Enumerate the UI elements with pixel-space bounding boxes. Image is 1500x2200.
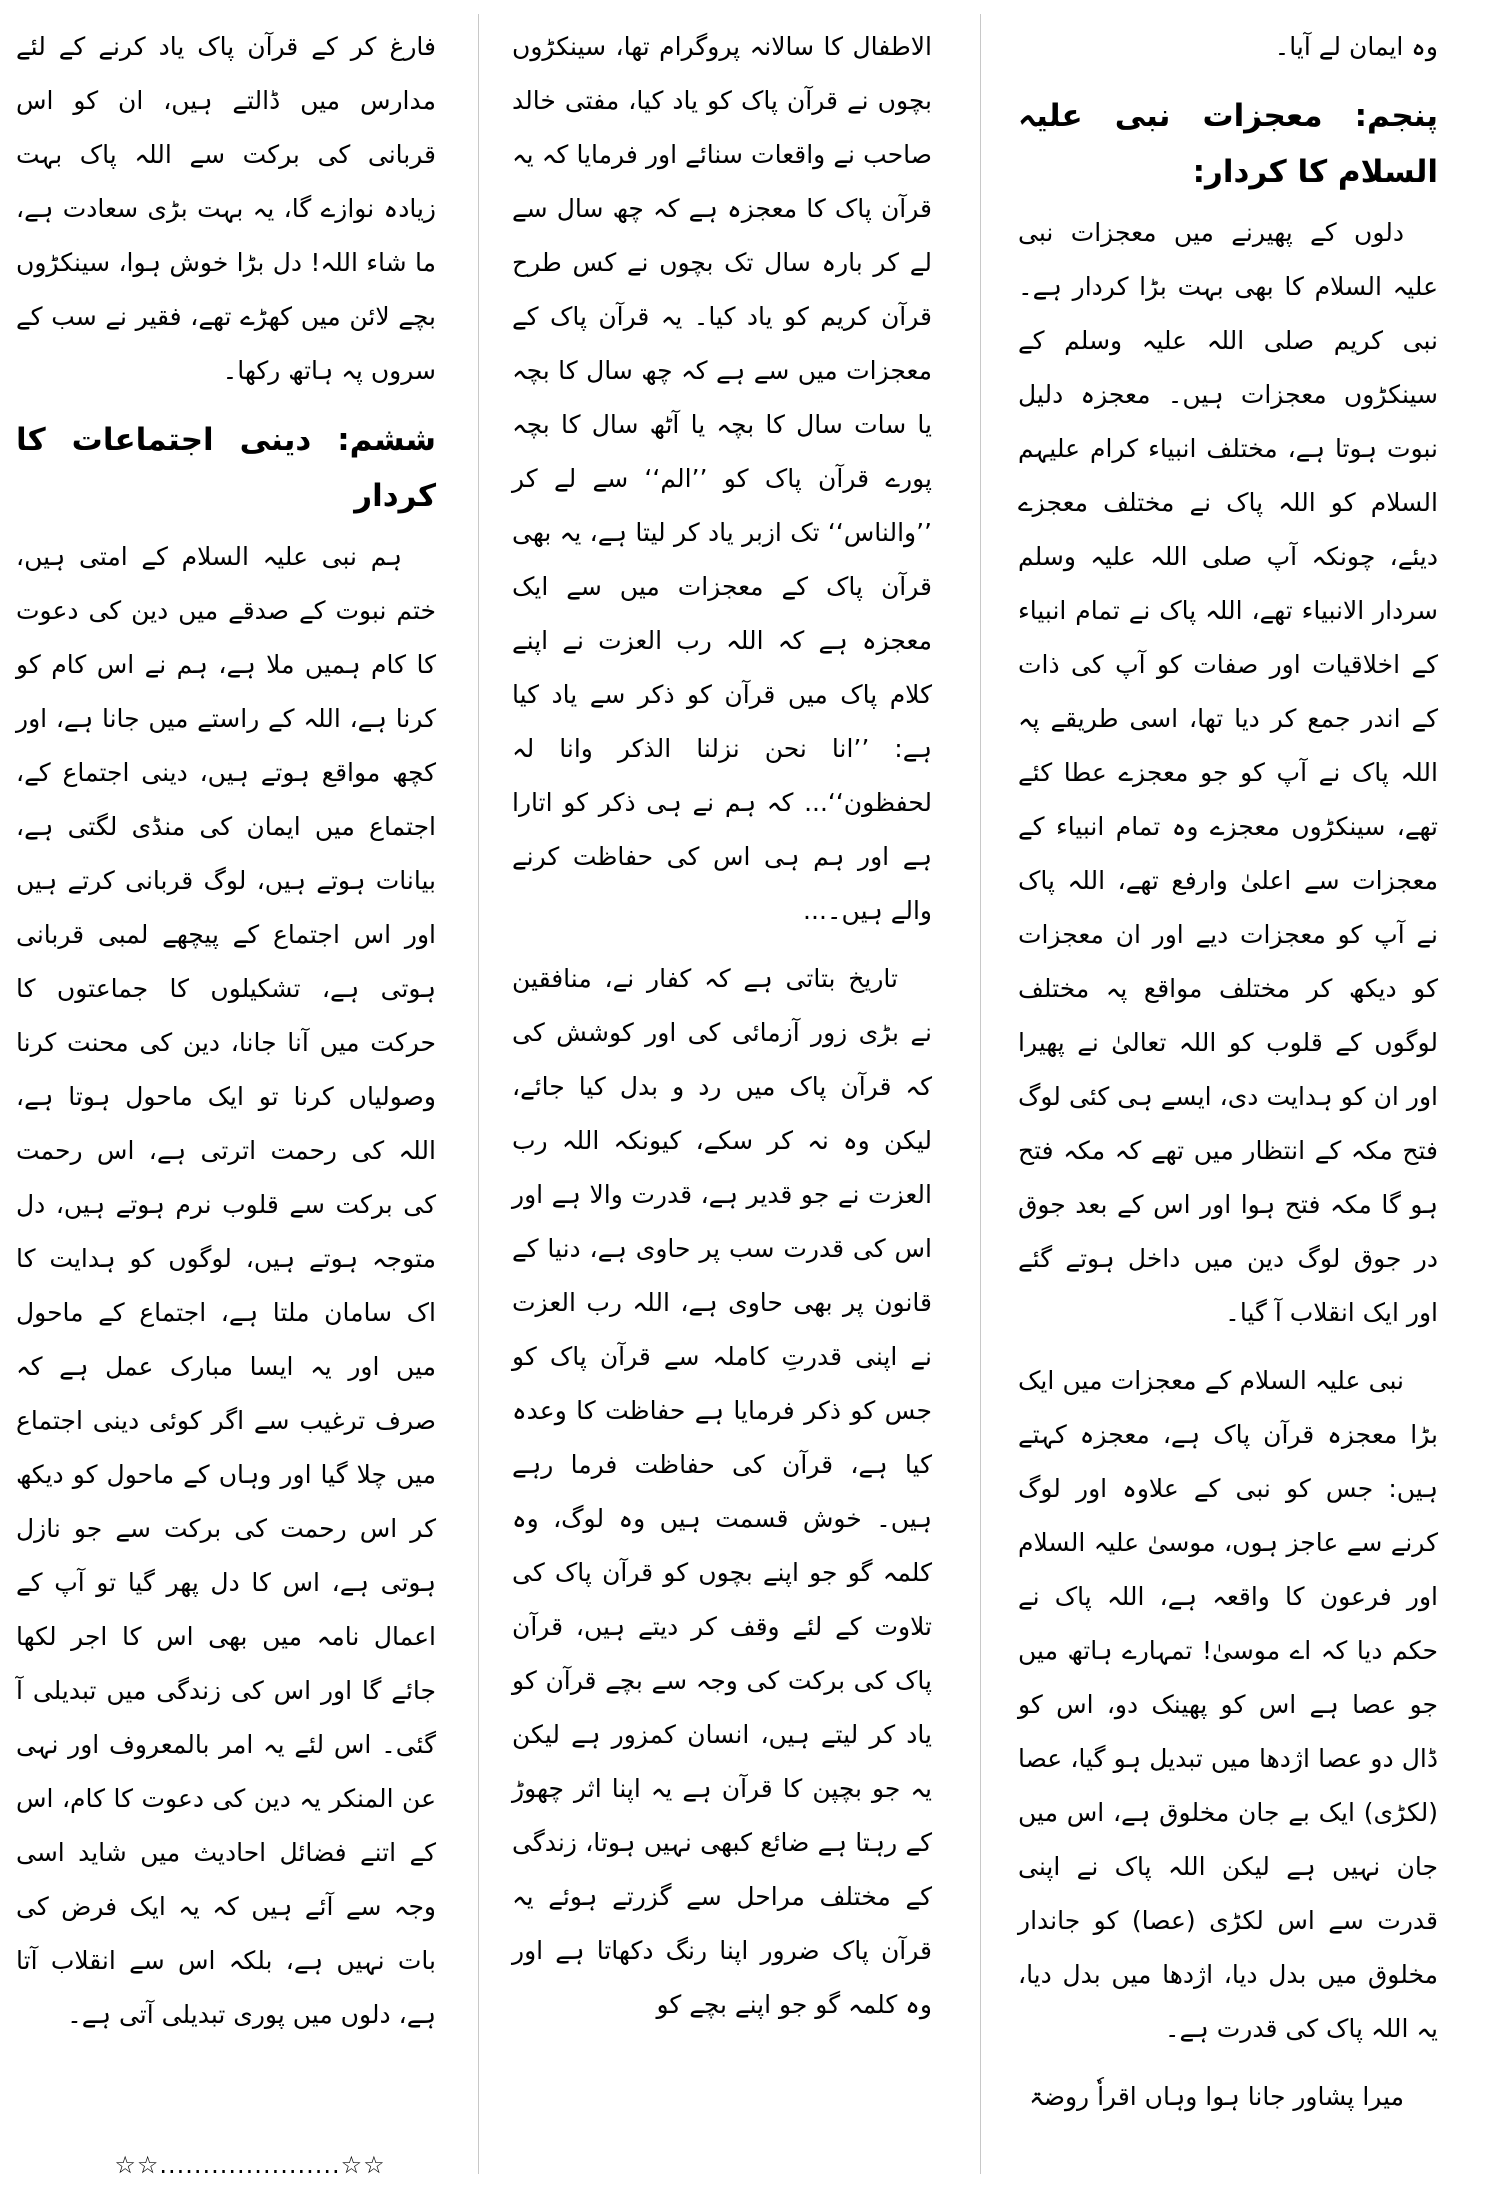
column-divider: [980, 14, 981, 2174]
column-left: [16, 20, 436, 2056]
paragraph: الاطفال کا سالانہ پروگرام تھا، سینکڑوں بچوں نے قرآن پاک کو یاد کیا، مفتی خالد صاحب نے واقعات سنائے اور فرمایا کہ یہ قرآن پاک کا معجزہ ہے کہ چھ سال سے لے کر بارہ سال تک بچوں نے کس طرح قرآن کریم کو یاد کیا۔ یہ قرآن پاک کے معجزات میں سے ہے کہ چھ سال کا بچہ یا سات سال کا بچہ یا آٹھ سال کا بچہ پورے قرآن پاک کو ’’الم‘‘ سے لے کر ’’والناس‘‘ تک ازبر یاد کر لیتا ہے، یہ بھی قرآن پاک کے معجزات میں سے ایک معجزہ ہے کہ اللہ رب العزت نے اپنے کلام پاک میں قرآن کو ذکر سے یاد کیا ہے: ’’انا نحن نزلنا الذکر وانا لہ لحفظون‘‘... کہ ہم نے ہی ذکر کو اتارا ہے اور ہم ہی اس کی حفاظت کرنے والے ہیں۔...: [512, 32, 932, 925]
paragraph: دلوں کے پھیرنے میں معجزات نبی علیہ السلام کا بھی بہت بڑا کردار ہے۔ نبی کریم صلی اللہ علیہ وسلم کے سینکڑوں معجزات ہیں۔ معجزہ دلیل نبوت ہوتا ہے، مختلف انبیاء کرام علیہم السلام کو اللہ پاک نے مختلف معجزے دیئے، چونکہ آپ صلی اللہ علیہ وسلم سردار الانبیاء تھے، اللہ پاک نے تمام انبیاء کے اخلاقیات اور صفات کو آپ کی ذات کے اندر جمع کر دیا تھا، اسی طریقے پہ اللہ پاک نے آپ کو جو معجزے عطا کئے تھے، سینکڑوں معجزے وہ تمام انبیاء کے معجزات سے اعلیٰ وارفع تھے، اللہ پاک نے آپ کو معجزات دیے اور ان معجزات کو دیکھ کر مختلف مواقع پہ مختلف لوگوں کے قلوب کو اللہ تعالیٰ نے پھیرا اور ان کو ہدایت دی، ایسے ہی کئی لوگ فتح مکہ کے انتظار میں تھے کہ مکہ فتح ہو گا مکہ فتح ہوا اور اس کے بعد جوق در جوق لوگ دین میں داخل ہوتے گئے اور ایک انقلاب آ گیا۔: [1018, 218, 1438, 1327]
section-heading: ششم: دینی اجتماعات کا کردار: [16, 422, 436, 514]
paragraph: ہم نبی علیہ السلام کے امتی ہیں، ختم نبوت کے صدقے میں دین کی دعوت کا کام ہمیں ملا ہے، ہم نے اس کام کو کرنا ہے، اللہ کے راستے میں جانا ہے، اور کچھ مواقع ہوتے ہیں، دینی اجتماع کے، اجتماع میں ایمان کی منڈی لگتی ہے، بیانات ہوتے ہیں، لوگ قربانی کرتے ہیں اور اس اجتماع کے پیچھے لمبی قربانی ہوتی ہے، تشکیلوں کا جماعتوں کا حرکت میں آنا جانا، دین کی محنت کرنا وصولیاں کرنا تو ایک ماحول ہوتا ہے، اللہ کی رحمت اترتی ہے، اس رحمت کی برکت سے قلوب نرم ہوتے ہیں، دل متوجہ ہوتے ہیں، لوگوں کو ہدایت کا اک سامان ملتا ہے، اجتماع کے ماحول میں اور یہ ایسا مبارک عمل ہے کہ صرف ترغیب سے اگر کوئی دینی اجتماع میں چلا گیا اور وہاں کے ماحول کو دیکھ کر اس رحمت کی برکت سے جو نازل ہوتی ہے، اس کا دل پھر گیا تو آپ کے اعمال نامہ میں بھی اس کا اجر لکھا جائے گا اور اس کی زندگی میں تبدیلی آ گئی۔ اس لئے یہ امر بالمعروف اور نہی عن المنکر یہ دین کی دعوت کا کام، اس کے اتنے فضائل احادیث میں شاید اسی وجہ سے آئے ہیں کہ یہ ایک فرض کی بات نہیں ہے، بلکہ اس سے انقلاب آتا ہے، دلوں میں پوری تبدیلی آتی ہے۔: [16, 542, 436, 2029]
column-middle: [512, 20, 932, 2046]
paragraph: میرا پشاور جانا ہوا وہاں اقراٗ روضۃ: [1029, 2082, 1404, 2111]
section-heading: پنجم: معجزات نبی علیہ السلام کا کردار:: [1018, 98, 1438, 190]
column-right: [1018, 20, 1438, 2138]
paragraph: فارغ کر کے قرآن پاک یاد کرنے کے لئے مدارس میں ڈالتے ہیں، ان کو اس قربانی کی برکت سے اللہ پاک بہت زیادہ نوازے گا، یہ بہت بڑی سعادت ہے، ما شاء اللہ! دل بڑا خوش ہوا، سینکڑوں بچے لائن میں کھڑے تھے، فقیر نے سب کے سروں پہ ہاتھ رکھا۔: [16, 32, 436, 385]
paragraph: تاریخ بتاتی ہے کہ کفار نے، منافقین نے بڑی زور آزمائی کی اور کوشش کی کہ قرآن پاک میں رد و بدل کیا جائے، لیکن وہ نہ کر سکے، کیونکہ اللہ رب العزت نے جو قدیر ہے، قدرت والا ہے اور اس کی قدرت سب پر حاوی ہے، دنیا کے قانون پر بھی حاوی ہے، اللہ رب العزت نے اپنی قدرتِ کاملہ سے قرآن پاک کو جس کو ذکر فرمایا ہے حفاظت کا وعدہ کیا ہے، قرآن کی حفاظت فرما رہے ہیں۔ خوش قسمت ہیں وہ لوگ، وہ کلمہ گو جو اپنے بچوں کو قرآن پاک کی تلاوت کے لئے وقف کر دیتے ہیں، قرآن پاک کی برکت کی وجہ سے بچے قرآن کو یاد کر لیتے ہیں، انسان کمزور ہے لیکن یہ جو بچپن کا قرآن ہے یہ اپنا اثر چھوڑ کے رہتا ہے ضائع کبھی نہیں ہوتا، زندگی کے مختلف مراحل سے گزرتے ہوئے یہ قرآن پاک ضرور اپنا رنگ دکھاتا ہے اور وہ کلمہ گو جو اپنے بچے کو: [512, 964, 932, 2019]
column-divider: [478, 14, 479, 2174]
paragraph: نبی علیہ السلام کے معجزات میں ایک بڑا معجزہ قرآن پاک ہے، معجزہ کہتے ہیں: جس کو نبی کے علاوہ اور لوگ کرنے سے عاجز ہوں، موسیٰ علیہ السلام اور فرعون کا واقعہ ہے، اللہ پاک نے حکم دیا کہ اے موسیٰ! تمہارے ہاتھ میں جو عصا ہے اس کو پھینک دو، اس کو ڈال دو عصا اژدھا میں تبدیل ہو گیا، عصا (لکڑی) ایک بے جان مخلوق ہے، اس میں جان نہیں ہے لیکن اللہ پاک نے اپنی قدرت سے اس لکڑی (عصا) کو جاندار مخلوق میں بدل دیا، اژدھا میں بدل دیا، یہ اللہ پاک کی قدرت ہے۔: [1018, 1366, 1438, 2043]
paragraph: وہ ایمان لے آیا۔: [1274, 32, 1438, 61]
end-ornament: ☆☆.....................☆☆: [114, 2151, 386, 2179]
